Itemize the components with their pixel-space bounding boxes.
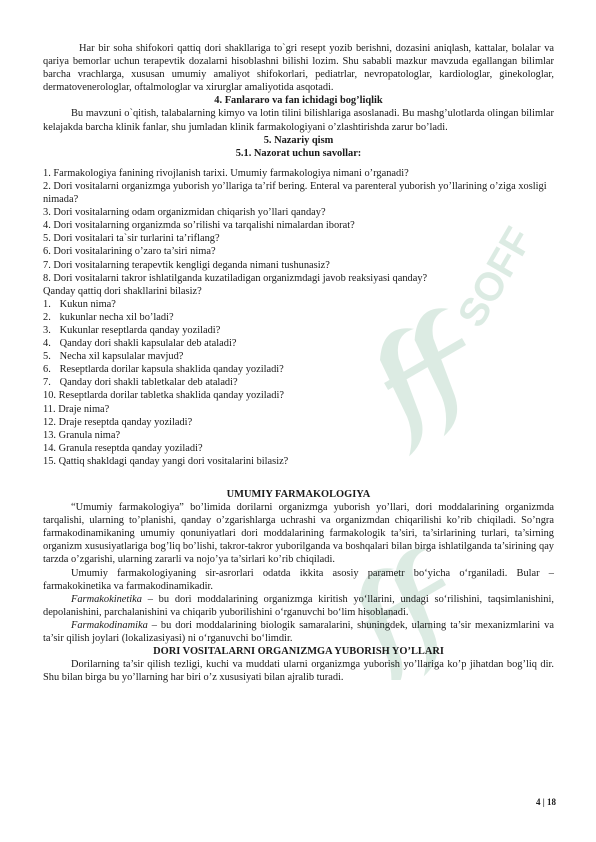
- question-item: 3. Dori vositalarning odam organizmidan chiqarish yo’llari qanday?: [43, 207, 326, 219]
- sub-question-text: Qanday dori shakli tabletkalar deb ataladi?: [59, 377, 238, 389]
- document-page: [43, 42, 554, 684]
- sub-question-text: Qattiq shakldagi qanday yangi dori vositalarini bilasiz?: [58, 455, 289, 467]
- section-5-1-title: 5.1. Nazorat uchun savollar:: [235, 147, 362, 159]
- sub-question-text: Granula reseptda qanday yoziladi?: [58, 442, 203, 454]
- question-item: 8. Dori vositalarni takror ishlatilganda kuzatiladigan organizmdagi javob reaksiyasi qanday?: [43, 272, 428, 284]
- sub-question-item: [43, 403, 554, 416]
- pharmacodynamics-definition: [43, 619, 554, 645]
- sub-question-number: 5.: [43, 351, 51, 363]
- sub-question-item: [43, 311, 554, 324]
- section-5-title: 5. Nazariy qism: [263, 134, 334, 146]
- sub-question-text: Reseptlarda dorilar tabletka shaklida qanday yoziladi?: [58, 390, 284, 402]
- intro-paragraph: Har bir soha shifokori qattiq dori shakllariga to`gri resept yozib berishni, dozasini aniqlash, kattalar, bolalar va qariya bemorlar uchun terapevtik dozalarni hisoblashni bilishi lozim. Shu sababli mazkur mavzuda egallangan bilimlar barcha vrachlarga, xususan umumiy amaliyot shifokorlari, pediatrlar, nevropatologlar, kardiologlar, ginekologlar, dermatovenerologlar, oftalmologlar va xirurglar amaliyotida asqotadi.: [43, 43, 554, 94]
- page-number: 4 | 18: [536, 797, 556, 807]
- section-4-text: Bu mavzuni o`qitish, talabalarning kimyo va lotin tilini bilishlariga asoslanadi. Bu mashg’ulotlarda olingan bilimlar kelajakda barcha klinik fanlar, shu jumladan klinik farmakologiyani o’zlashtirishda zarur bo’ladi.: [43, 108, 554, 133]
- sub-question-number: 11.: [43, 403, 56, 415]
- pharmacodynamics-term: Farmakodinamika: [71, 619, 148, 631]
- question-item: 2. Dori vositalarni organizmga yuborish yo’llariga ta’rif bering. Enteral va parenteral yuborish yo’llarining o’ziga xosligi nimada?: [43, 180, 547, 206]
- sub-question-item: [43, 429, 554, 442]
- sub-question-number: 3.: [43, 324, 51, 336]
- question-item: 4. Dori vositalarning organizmda so’rilishi va tarqalishi nimalardan iborat?: [43, 220, 355, 232]
- question-item: 5. Dori vositalari ta`sir turlarini ta’riflang?: [43, 233, 220, 245]
- section-4-title: 4. Fanlararo va fan ichidagi bog’liqlik: [214, 95, 383, 107]
- general-paragraph-1: “Umumiy farmakologiya” bo’limida dorilarni organizmga yuborish yo’llari, dori moddalarining organizmda tarqalishi, ularning to’planishi, qanday o’zgarishlarga uchrashi va organizmdan chiqarilishi ko’rib chiqiladi. So’ngra farmakodinamikaning umumiy qonuniyatlari dori moddalarining farmakologik ta’siri, ta’sirlarining turlari, ta’sirning organizm xususiyatlariga bog’liq bo’lishi, takror-takror yuborilganda va boshqalari bilan birga ishlatilganda ta’sirining qay tarzda o’zgarishi, ularning zararli va nojo’ya ta’sirlari ko’rib chiqiladi.: [43, 502, 554, 566]
- sub-question-number: 14.: [43, 442, 56, 454]
- sub-question-number: 4.: [43, 338, 51, 350]
- sub-question-item: [43, 350, 554, 363]
- sub-question-text: Reseptlarda dorilar kapsula shaklida qanday yoziladi?: [59, 364, 284, 376]
- sub-question-number: 13.: [43, 429, 56, 441]
- question-item: 7. Dori vositalarning terapevtik kengligi deganda nimani tushunasiz?: [43, 259, 330, 271]
- general-paragraph-2: Umumiy farmakologiyaning sir-asrorlari odatda ikkita asosiy parametr bo‘yicha o‘rganiladi. Bular – farmakokinetika va farmakodinamikadir.: [43, 567, 554, 592]
- sub-question-item: [43, 363, 554, 376]
- sub-question-number: 2.: [43, 311, 51, 323]
- sub-question-number: 12.: [43, 416, 56, 428]
- sub-question-text: Draje reseptda qanday yoziladi?: [58, 416, 193, 428]
- pharmacokinetics-term: Farmakokinetika: [71, 593, 142, 605]
- general-pharmacology-title: UMUMIY FARMAKOLOGIYA: [226, 489, 371, 500]
- sub-question-text: Necha xil kapsulalar mavjud?: [59, 351, 184, 363]
- sub-question-text: kukunlar necha xil bo’ladi?: [59, 311, 174, 323]
- sub-question-item: [43, 389, 554, 402]
- sub-question-number: 1.: [43, 298, 51, 310]
- sub-question-number: 10.: [43, 390, 56, 402]
- pharmacokinetics-text: – bu dori moddalarining organizmga kiritish yo‘llarini, undagi so‘rilishini, taqsimlanishini, depolanishini, parchalanishini va chiqarib yuborilishini o‘rganuvchi bo‘lim hisoblanadi.: [43, 593, 554, 618]
- sub-question-text: Qanday dori shakli kapsulalar deb ataladi?: [59, 338, 237, 350]
- sub-question-text: Kukun nima?: [59, 298, 116, 310]
- sub-question-text: Draje nima?: [58, 403, 110, 415]
- routes-paragraph: Dorilarning ta’sir qilish tezligi, kuchi va muddati ularni organizmga yuborish yo’llariga ko’p jihatdan bog’liq dir. Shu bilan birga bu yo’llarning har biri o’z xususiyati bilan ajralib turadi.: [43, 659, 554, 684]
- sub-question-number: 7.: [43, 377, 51, 389]
- sub-question-item: [43, 298, 554, 311]
- sub-question-item: [43, 324, 554, 337]
- routes-title: DORI VOSITALARNI ORGANIZMGA YUBORISH YO’LLARI: [153, 646, 444, 658]
- question-item: 1. Farmakologiya fanining rivojlanish tarixi. Umumiy farmakologiya nimani o’rganadi?: [43, 167, 409, 179]
- sub-question-item: [43, 416, 554, 429]
- question-item: 6. Dori vositalarining o’zaro ta’siri nima?: [43, 246, 216, 258]
- sub-question-text: Granula nima?: [58, 429, 121, 441]
- questions-list: [43, 167, 554, 298]
- pharmacodynamics-text: – bu dori moddalarining biologik samaralarini, shuningdek, ularning ta’sir mexanizmlarini va ta’sir qilish joylari (lokalizasiyasi) ni o‘rganuvchi bo‘limdir.: [43, 619, 554, 645]
- sub-questions-list: [43, 298, 554, 468]
- sub-question-number: 6.: [43, 364, 51, 376]
- sub-question-item: [43, 337, 554, 350]
- sub-question-number: 15.: [43, 455, 56, 467]
- watermark-text: SOFF: [449, 220, 542, 335]
- sub-question-item: [43, 455, 554, 468]
- sub-question-item: [43, 376, 554, 389]
- sub-question-item: [43, 442, 554, 455]
- question-item: Qanday qattiq dori shakllarini bilasiz?: [43, 285, 202, 297]
- sub-question-text: Kukunlar reseptlarda qanday yoziladi?: [59, 324, 221, 336]
- pharmacokinetics-definition: [43, 593, 554, 619]
